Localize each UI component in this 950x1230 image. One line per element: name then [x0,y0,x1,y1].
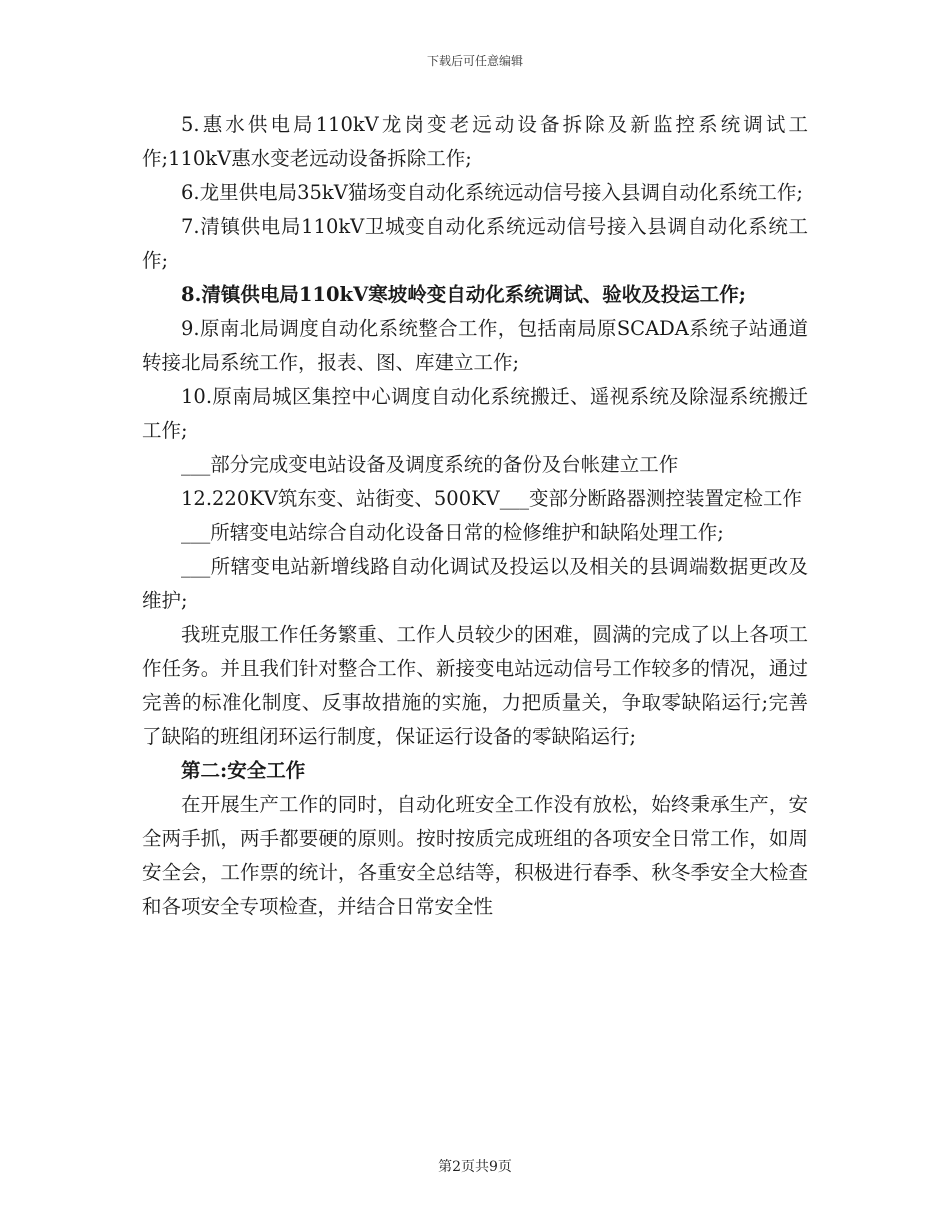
paragraph-item-14: ___所辖变电站新增线路自动化调试及投运以及相关的县调端数据更改及维护; [142,555,808,612]
paragraph-item-8: 8.清镇供电局110kV寒坡岭变自动化系统调试、验收及投运工作; [181,283,746,306]
paragraph-item-6: 6.龙里供电局35kV猫场变自动化系统远动信号接入县调自动化系统工作; [181,181,803,204]
paragraph-item-12: 12.220KV筑东变、站街变、500KV___变部分断路器测控装置定检工作 [181,487,803,510]
paragraph-item-10: 10.原南局城区集控中心调度自动化系统搬迁、遥视系统及除湿系统搬迁工作; [142,385,808,442]
paragraph-item-5: 5.惠水供电局110kV龙岗变老远动设备拆除及新监控系统调试工作;110kV惠水变老远动设备拆除工作; [142,113,808,170]
section-heading-safety: 第二:安全工作 [181,759,306,782]
paragraph-item-11: ___部分完成变电站设备及调度系统的备份及台帐建立工作 [181,453,679,476]
paragraph-item-7: 7.清镇供电局110kV卫城变自动化系统远动信号接入县调自动化系统工作; [142,215,808,272]
document-body [142,108,808,924]
paragraph-item-13: ___所辖变电站综合自动化设备日常的检修维护和缺陷处理工作; [181,521,724,544]
paragraph-item-9: 9.原南北局调度自动化系统整合工作，包括南局原SCADA系统子站通道转接北局系统工作，报表、图、库建立工作; [142,317,808,374]
paragraph-summary: 我班克服工作任务繁重、工作人员较少的困难，圆满的完成了以上各项工作任务。并且我们针对整合工作、新接变电站远动信号工作较多的情况，通过完善的标准化制度、反事故措施的实施，力把质量关，争取零缺陷运行;完善了缺陷的班组闭环运行制度，保证运行设备的零缺陷运行; [142,623,808,748]
paragraph-safety: 在开展生产工作的同时，自动化班安全工作没有放松，始终秉承生产，安全两手抓，两手都要硬的原则。按时按质完成班组的各项安全日常工作，如周安全会，工作票的统计，各重安全总结等，积极进行春季、秋冬季安全大检查和各项安全专项检查，并结合日常安全性 [142,793,808,918]
page-footer: 第2页共9页 [438,1159,512,1175]
page-header: 下载后可任意编辑 [426,54,523,68]
